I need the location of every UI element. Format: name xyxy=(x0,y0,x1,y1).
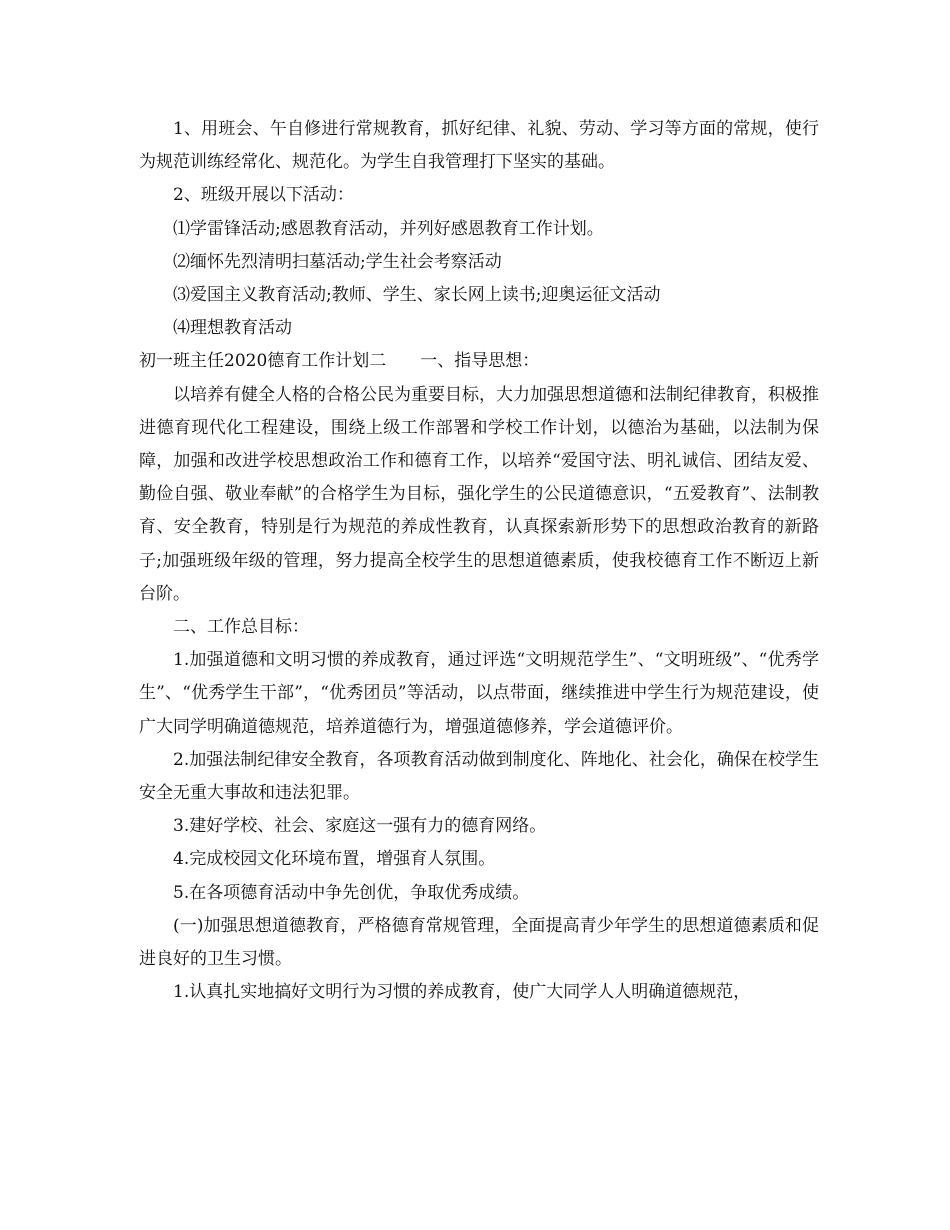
paragraph-class-activities-heading: 2、班级开展以下活动： xyxy=(173,185,354,206)
paragraph-goal-5: 5.在各项德育活动中争先创优，争取优秀成绩。 xyxy=(173,882,530,903)
document-body xyxy=(139,113,819,1009)
paragraph-goal-3: 3.建好学校、社会、家庭这一强有力的德育网络。 xyxy=(173,816,547,837)
heading-overall-goals: 二、工作总目标： xyxy=(173,617,309,638)
paragraph-goal-2: 2.加强法制纪律安全教育，各项教育活动做到制度化、阵地化、社会化，确保在校学生安全无重大事故和违法犯罪。 xyxy=(139,749,819,804)
paragraph-activity-4: ⑷理想教育活动 xyxy=(173,318,292,339)
paragraph-activity-3: ⑶爱国主义教育活动;教师、学生、家长网上读书;迎奥运征文活动 xyxy=(173,285,661,306)
paragraph-section-one: (一)加强思想道德教育，严格德育常规管理，全面提高青少年学生的思想道德素质和促进良好的卫生习惯。 xyxy=(139,915,819,970)
paragraph-item-1: 1.认真扎实地搞好文明行为习惯的养成教育，使广大同学人人明确道德规范， xyxy=(173,982,751,1003)
paragraph-goal-4: 4.完成校园文化环境布置，增强育人氛围。 xyxy=(173,849,496,870)
section-title-plan-two: 初一班主任2020德育工作计划二 一、指导思想： xyxy=(139,351,540,372)
paragraph-guiding-ideology: 以培养有健全人格的合格公民为重要目标，大力加强思想道德和法制纪律教育，积极推进德育现代化工程建设，围绕上级工作部署和学校工作计划，以德治为基础，以法制为保障，加强和改进学校思想政治工作和德育工作，以培养“爱国守法、明礼诚信、团结友爱、勤俭自强、敬业奉献”的合格学生为目标，强化学生的公民道德意识，“五爱教育”、法制教育、安全教育，特别是行为规范的养成性教育，认真探索新形势下的思想政治教育的新路子;加强班级年级的管理，努力提高全校学生的思想道德素质，使我校德育工作不断迈上新台阶。 xyxy=(139,384,819,604)
paragraph-goal-1: 1.加强道德和文明习惯的养成教育，通过评选“文明规范学生”、“文明班级”、“优秀学生”、“优秀学生干部”，“优秀团员”等活动，以点带面，继续推进中学生行为规范建设，使广大同学明确道德规范，培养道德行为，增强道德修养，学会道德评价。 xyxy=(139,650,819,737)
paragraph-activity-2: ⑵缅怀先烈清明扫墓活动;学生社会考察活动 xyxy=(173,251,502,272)
paragraph-routine-education: 1、用班会、午自修进行常规教育，抓好纪律、礼貌、劳动、学习等方面的常规，使行为规范训练经常化、规范化。为学生自我管理打下坚实的基础。 xyxy=(139,119,819,173)
paragraph-activity-1: ⑴学雷锋活动;感恩教育活动，并列好感恩教育工作计划。 xyxy=(173,218,604,239)
